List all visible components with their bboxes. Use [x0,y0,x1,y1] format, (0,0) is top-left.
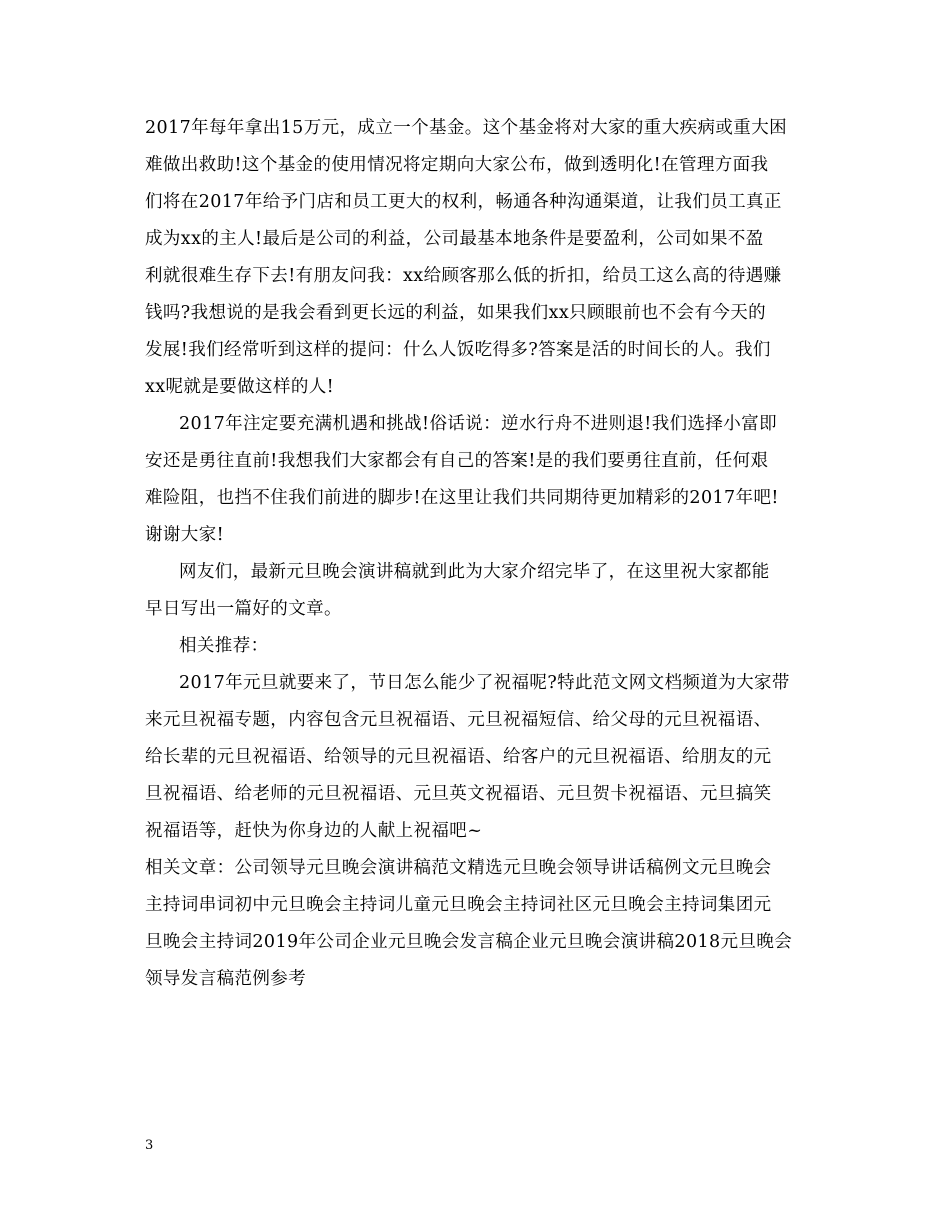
body-line-6: 钱吗?我想说的是我会看到更长远的利益，如果我们xx只顾眼前也不会有今天的 [145,303,767,323]
page-number: 3 [145,1138,154,1153]
body-line-16: 2017年元旦就要来了，节日怎么能少了祝福呢?特此范文网文档频道为大家带 [179,673,790,693]
body-line-7: 发展!我们经常听到这样的提问：什么人饭吃得多?答案是活的时间长的人。我们 [145,340,771,360]
body-line-5: 利就很难生存下去!有朋友问我：xx给顾客那么低的折扣，给员工这么高的待遇赚 [145,266,782,286]
body-line-14: 早日写出一篇好的文章。 [145,599,342,619]
body-line-4: 成为xx的主人!最后是公司的利益，公司最基本地条件是要盈利，公司如果不盈 [145,229,764,249]
body-line-9: 2017年注定要充满机遇和挑战!俗话说：逆水行舟不进则退!我们选择小富即 [179,414,777,434]
body-line-10: 安还是勇往直前!我想我们大家都会有自己的答案!是的我们要勇往直前，任何艰 [145,451,769,471]
body-line-8: xx呢就是要做这样的人! [145,377,335,397]
related-articles-line-1: 相关文章：公司领导元旦晚会演讲稿范文精选元旦晚会领导讲话稿例文元旦晚会 [145,858,772,878]
body-line-19: 旦祝福语、给老师的元旦祝福语、元旦英文祝福语、元旦贺卡祝福语、元旦搞笑 [145,784,772,804]
body-line-20: 祝福语等，赶快为你身边的人献上祝福吧~ [145,821,483,841]
body-line-3: 们将在2017年给予门店和员工更大的权利，畅通各种沟通渠道，让我们员工真正 [145,192,782,212]
related-articles-line-3: 旦晚会主持词2019年公司企业元旦晚会发言稿企业元旦晚会演讲稿2018元旦晚会 [145,932,793,952]
body-line-13: 网友们，最新元旦晚会演讲稿就到此为大家介绍完毕了，在这里祝大家都能 [179,562,770,582]
body-line-12: 谢谢大家! [145,525,225,545]
body-line-11: 难险阻，也挡不住我们前进的脚步!在这里让我们共同期待更加精彩的2017年吧! [145,488,779,508]
body-line-1: 2017年每年拿出15万元，成立一个基金。这个基金将对大家的重大疾病或重大困 [145,118,788,138]
body-line-17: 来元旦祝福专题，内容包含元旦祝福语、元旦祝福短信、给父母的元旦祝福语、 [145,710,772,730]
related-articles-line-4: 领导发言稿范例参考 [145,969,307,989]
body-line-18: 给长辈的元旦祝福语、给领导的元旦祝福语、给客户的元旦祝福语、给朋友的元 [145,747,772,767]
body-line-2: 难做出救助!这个基金的使用情况将定期向大家公布，做到透明化!在管理方面我 [145,155,769,175]
related-articles-line-2: 主持词串词初中元旦晚会主持词儿童元旦晚会主持词社区元旦晚会主持词集团元 [145,895,772,915]
related-recommend-heading: 相关推荐： [179,636,269,656]
